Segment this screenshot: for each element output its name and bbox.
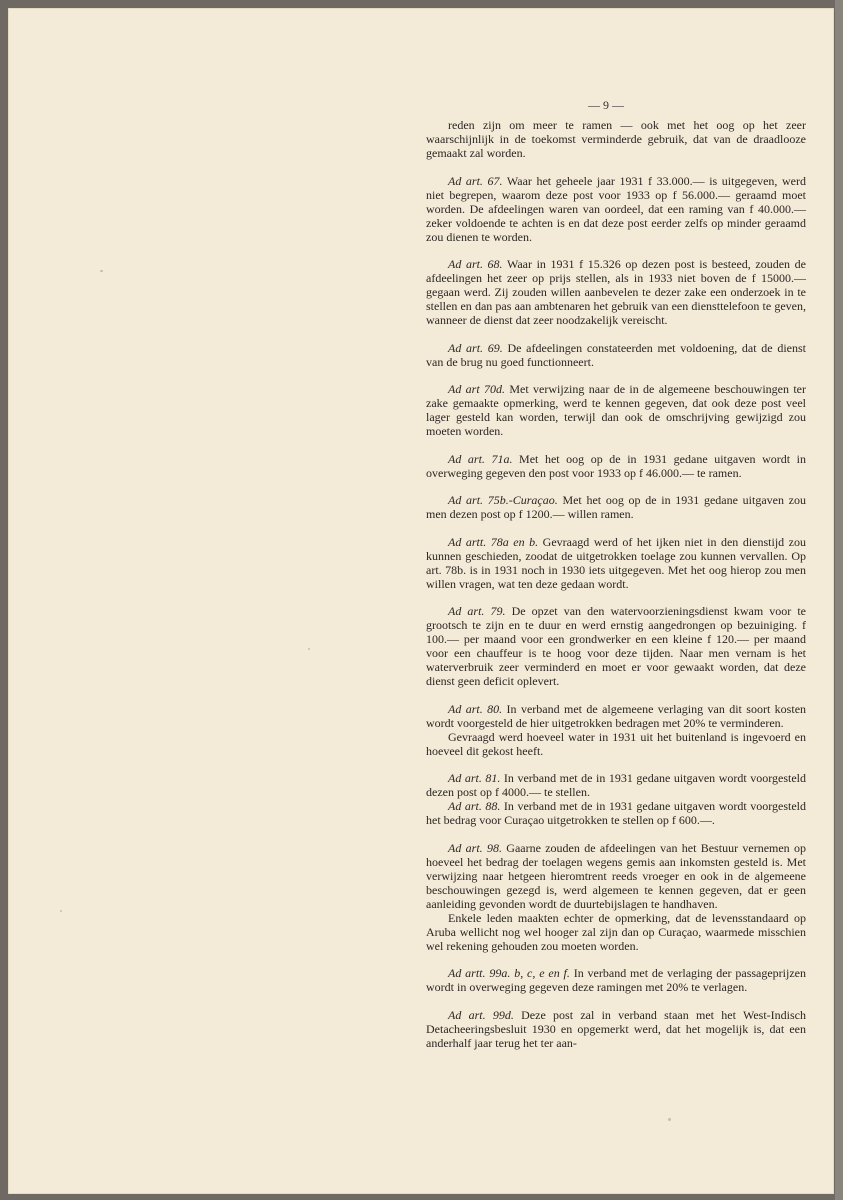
paragraph bbox=[426, 118, 806, 160]
paragraph bbox=[426, 535, 806, 591]
article-reference: Ad artt. 78a en b. bbox=[448, 534, 539, 549]
paragraph-text: Met verwijzing naar de in de algemeene beschouwingen ter zake gemaakte opmerking, werd te kennen gegeven, dat ook deze post veel lager gesteld kan worden, terwijl dan ook de omschrijving gewijzigd zou moeten worden. bbox=[426, 382, 806, 438]
paragraph bbox=[426, 341, 806, 369]
paragraph bbox=[426, 452, 806, 480]
paragraph-text: Gevraagd werd hoeveel water in 1931 uit het buitenland is ingevoerd en hoeveel dit gekost heeft. bbox=[426, 729, 806, 758]
article-reference: Ad art. 98. bbox=[448, 840, 502, 855]
paragraph-text: Met het oog op de in 1931 gedane uitgaven zou men dezen post op f 1200.— willen ramen. bbox=[426, 493, 806, 521]
paragraph-text: In verband met de algemeene verlaging van dit soort kosten wordt voorgesteld de hier uitgetrokken bedragen met 20% te verminderen. bbox=[426, 701, 807, 730]
paragraph bbox=[426, 174, 806, 244]
article-reference: Ad art 70d. bbox=[448, 382, 506, 396]
paragraph-text: Gevraagd werd of het ijken niet in den dienstijd zou kunnen geschieden, zoodat de uitgetrokken toelage zou kunnen vervallen. Op art. 78b. is in 1931 noch in 1930 iets uitgegeven. Met het oog hierop zou men willen vragen, wat ten deze gedaan wordt. bbox=[426, 534, 807, 591]
page-edge bbox=[835, 0, 843, 1200]
paragraph bbox=[426, 604, 806, 688]
article-reference: Ad art. 71a. bbox=[448, 451, 513, 466]
paragraph-text: Gaarne zouden de afdeelingen van het Bestuur vernemen op hoeveel het bedrag der toelagen wegens gemis aan inkomsten gesteld is. Met verwijzing naar hetgeen hieromtrent reeds vroeger en ook in de algemeene beschouwingen gezegd is, werd algemeen te kennen gegeven, dat er geen aanleiding gevonden wordt de duurtebijslagen te handhaven. bbox=[426, 840, 806, 911]
paragraph bbox=[426, 702, 806, 730]
paragraph bbox=[426, 966, 806, 994]
paragraph bbox=[426, 771, 806, 799]
article-reference: Ad art. 88. bbox=[448, 799, 501, 813]
paragraph-text: Waar in 1931 f 15.326 op dezen post is besteed, zouden de afdeelingen het zeer op prijs stellen, als in 1933 niet boven de f 15000.— gegaan werd. Zij zouden willen aanbevelen te dezer zake een onderzoek in te stellen en dan pas aan ambtenaren het gebruik van een diensttelefoon te geven, wanneer de dienst dat zeer noodzakelijk vereischt. bbox=[426, 257, 806, 327]
paragraph-text: Waar het geheele jaar 1931 f 33.000.— is uitgegeven, werd niet begrepen, waarom deze post voor 1933 op f 56.000.— geraamd moet worden. De afdeelingen waren van oordeel, dat een raming van f 40.000.— zeker voldoende te achten is en dat deze post eerder zelfs op minder geraamd zou dienen te worden. bbox=[426, 173, 806, 244]
article-reference: Ad art. 79. bbox=[448, 604, 506, 618]
page-number: — 9 — bbox=[588, 98, 624, 112]
paragraph-text: De afdeelingen constateerden met voldoening, dat de dienst van de brug nu goed functionneert. bbox=[426, 340, 806, 369]
text-column bbox=[426, 118, 806, 1063]
article-reference: Ad artt. 99a. b, c, e en f. bbox=[448, 966, 570, 980]
article-reference: Ad art. 75b.-Curaçao. bbox=[448, 493, 558, 507]
article-reference: Ad art. 99d. bbox=[448, 1007, 514, 1022]
article-reference: Ad art. 67. bbox=[448, 173, 503, 188]
paragraph-text: In verband met de verlaging der passageprijzen wordt in overweging gegeven deze ramingen met 20% te verlagen. bbox=[426, 966, 806, 994]
paragraph bbox=[426, 382, 806, 438]
paragraph-text: Deze post zal in verband staan met het West-Indisch Detacheeringsbesluit 1930 en opgemerkt werd, dat het mogelijk is, dat een anderhalf jaar terug het ter aan- bbox=[426, 1007, 806, 1050]
paragraph bbox=[426, 730, 806, 758]
paragraph bbox=[426, 1008, 806, 1050]
article-reference: Ad art. 69. bbox=[448, 340, 503, 355]
article-reference: Ad art. 81. bbox=[448, 771, 501, 785]
paragraph-text: Met het oog op de in 1931 gedane uitgaven wordt in overweging gegeven den post voor 1933 op f 46.000.— te ramen. bbox=[426, 451, 806, 480]
paragraph-text: reden zijn om meer te ramen — ook met het oog op het zeer waarschijnlijk in de toekomst verminderde gebruik, dat van de draadlooze gemaakt zal worden. bbox=[426, 118, 806, 160]
paragraph-text: Enkele leden maakten echter de opmerking, dat de levensstandaard op Aruba wellicht nog wel hooger zal zijn dan op Curaçao, waarmede misschien wel rekening gehouden zou moeten worden. bbox=[426, 910, 806, 953]
article-reference: Ad art. 68. bbox=[448, 257, 503, 271]
paragraph-text: In verband met de in 1931 gedane uitgaven wordt voorgesteld dezen post op f 4000.— te stellen. bbox=[426, 771, 806, 799]
paragraph bbox=[426, 841, 806, 911]
article-reference: Ad art. 80. bbox=[448, 701, 503, 716]
paragraph-text: In verband met de in 1931 gedane uitgaven wordt voorgesteld het bedrag voor Curaçao uitgetrokken te stellen op f 600.—. bbox=[426, 799, 806, 827]
paragraph bbox=[426, 911, 806, 953]
document-page bbox=[8, 8, 834, 1194]
paragraph bbox=[426, 257, 806, 327]
paragraph-text: De opzet van den watervoorzieningsdienst kwam voor te grootsch te zijn en te duur en werd ernstig aangedrongen op bezuiniging. f 100.— per maand voor een grondwerker en een kleine f 120.— per maand voor een chauffeur is te hoog voor deze tijden. Naar men vernam is het waterverbruik zeer verminderd en moet er voor gewaakt worden, dat deze dienst geen deficit oplevert. bbox=[426, 604, 806, 688]
paragraph bbox=[426, 493, 806, 521]
paragraph bbox=[426, 799, 806, 827]
